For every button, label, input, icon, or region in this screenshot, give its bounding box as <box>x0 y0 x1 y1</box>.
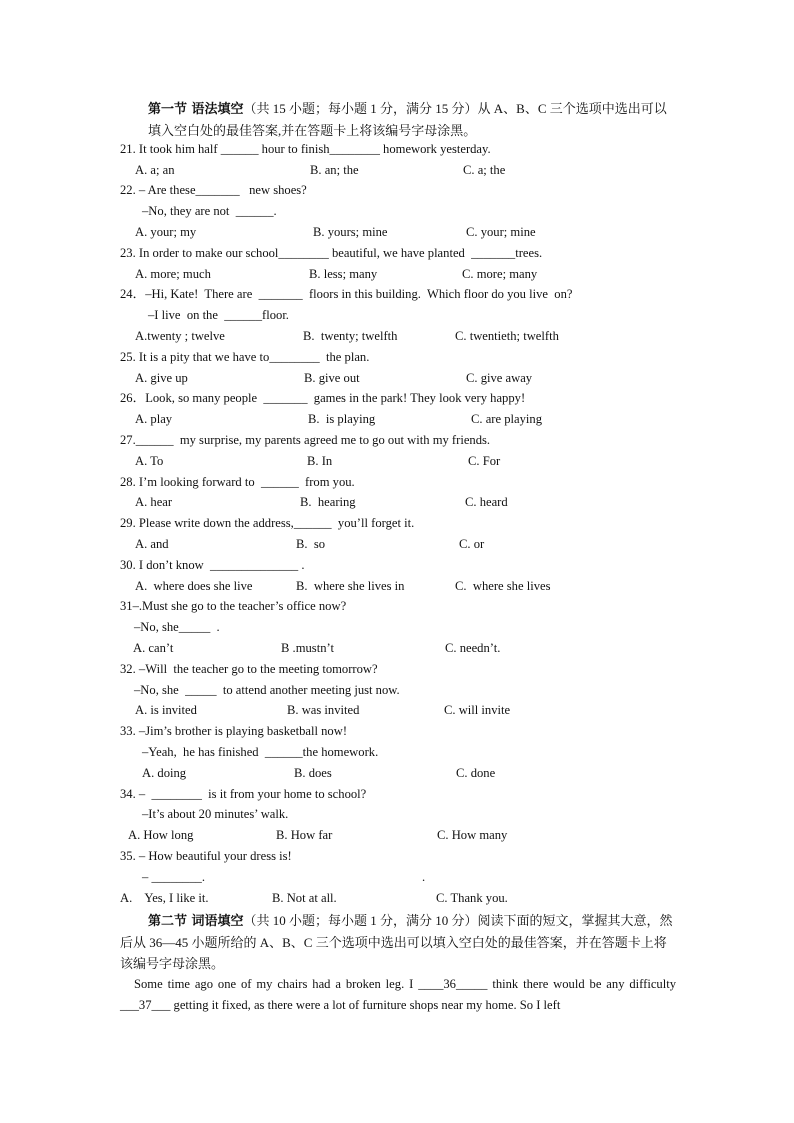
question-28-stem: 28. I’m looking forward to ______ from you. <box>120 475 355 489</box>
passage-paragraph <box>120 974 676 1016</box>
passage-text-1: Some time ago one of my chairs had a broken leg. I <box>134 977 419 991</box>
question-25-stem: 25. It is a pity that we have to________ the plan. <box>120 350 370 364</box>
passage-text-2: think there would be any difficulty <box>487 977 677 991</box>
question-23-option-c[interactable]: C. more; many <box>462 267 538 281</box>
question-35-option-a[interactable]: A. Yes, I like it. <box>120 891 209 905</box>
question-34-option-a[interactable]: A. How long <box>128 828 194 842</box>
question-30-stem: 30. I don’t know ______________ . <box>120 558 305 572</box>
question-30-option-b[interactable]: B. where she lives in <box>296 579 405 593</box>
section2-desc: （共 10 小题；每小题 1 分，满分 10 分）阅读下面的短文，掌握其大意，然后从 36—45 小题所给的 A、B、C 三个选项中选出可以填入空白处的最佳答案，并在答题卡上将该编号字母涂黑。 <box>120 913 673 971</box>
question-21-option-c[interactable]: C. a; the <box>463 163 506 177</box>
question-29-option-b[interactable]: B. so <box>296 537 326 551</box>
question-35-option-b[interactable]: B. Not at all. <box>272 891 337 905</box>
question-35-stem2: – ________. <box>142 870 205 884</box>
question-21-option-a[interactable]: A. a; an <box>135 163 175 177</box>
question-22-stem: 22. – Are these_______ new shoes? <box>120 183 307 197</box>
question-33-option-b[interactable]: B. does <box>294 766 332 780</box>
question-27-option-c[interactable]: C. For <box>468 454 501 468</box>
question-27-stem: 27.______ my surprise, my parents agreed me to go out with my friends. <box>120 433 491 447</box>
question-22-stem2: –No, they are not ______. <box>142 204 277 218</box>
question-24-option-c[interactable]: C. twentieth; twelfth <box>455 329 559 343</box>
question-33-option-a[interactable]: A. doing <box>142 766 187 780</box>
section1-desc: （共 15 小题；每小题 1 分，满分 15 分）从 A、B、C 三个选项中选出可以填入空白处的最佳答案,并在答题卡上将该编号字母涂黑。 <box>148 101 667 138</box>
question-33-stem2: –Yeah, he has finished ______the homework. <box>142 745 379 759</box>
section1-header <box>148 98 676 141</box>
question-27-option-a[interactable]: A. To <box>135 454 164 468</box>
question-23-option-a[interactable]: A. more; much <box>135 267 211 281</box>
question-34-stem2: –It’s about 20 minutes’ walk. <box>142 807 289 821</box>
section2-title: 第二节 词语填空 <box>148 914 244 929</box>
question-28-option-a[interactable]: A. hear <box>135 495 173 509</box>
question-31-option-a[interactable]: A. can’t <box>133 641 174 655</box>
question-34-stem: 34. – ________ is it from your home to school? <box>120 787 367 801</box>
question-33-option-c[interactable]: C. done <box>456 766 496 780</box>
question-35-stem: 35. – How beautiful your dress is! <box>120 849 292 863</box>
question-21-option-b[interactable]: B. an; the <box>310 163 359 177</box>
section2-header <box>120 910 676 974</box>
question-21-stem: 21. It took him half ______ hour to finish________ homework yesterday. <box>120 142 491 156</box>
question-24-stem2: –I live on the ______floor. <box>148 308 289 322</box>
question-25-option-b[interactable]: B. give out <box>304 371 360 385</box>
passage-text-3: getting it fixed, as there were a lot of furniture shops near my home. So I left <box>170 998 561 1012</box>
question-24-option-a[interactable]: A.twenty ; twelve <box>135 329 225 343</box>
question-27-option-b[interactable]: B. In <box>307 454 333 468</box>
question-24-option-b[interactable]: B. twenty; twelfth <box>303 329 398 343</box>
question-35-dot: . <box>422 870 426 884</box>
question-26-option-a[interactable]: A. play <box>135 412 173 426</box>
question-32-stem: 32. –Will the teacher go to the meeting tomorrow? <box>120 662 378 676</box>
question-28-option-b[interactable]: B. hearing <box>300 495 356 509</box>
question-22-option-b[interactable]: B. yours; mine <box>313 225 388 239</box>
question-30-option-a[interactable]: A. where does she live <box>135 579 253 593</box>
question-26-option-b[interactable]: B. is playing <box>308 412 376 426</box>
question-32-option-a[interactable]: A. is invited <box>135 703 197 717</box>
section1-title: 第一节 语法填空 <box>148 102 244 117</box>
question-30-option-c[interactable]: C. where she lives <box>455 579 551 593</box>
question-31-option-c[interactable]: C. needn’t. <box>445 641 501 655</box>
question-32-option-b[interactable]: B. was invited <box>287 703 360 717</box>
question-28-option-c[interactable]: C. heard <box>465 495 508 509</box>
question-26-option-c[interactable]: C. are playing <box>471 412 542 426</box>
question-33-stem: 33. –Jim’s brother is playing basketball now! <box>120 724 348 738</box>
question-34-option-b[interactable]: B. How far <box>276 828 333 842</box>
question-22-option-a[interactable]: A. your; my <box>135 225 197 239</box>
question-29-stem: 29. Please write down the address,______ you’ll forget it. <box>120 516 415 530</box>
question-22-option-c[interactable]: C. your; mine <box>466 225 536 239</box>
question-25-option-c[interactable]: C. give away <box>466 371 533 385</box>
question-32-stem2: –No, she _____ to attend another meeting just now. <box>134 683 400 697</box>
blank-36[interactable]: ____36_____ <box>418 977 488 991</box>
question-34-option-c[interactable]: C. How many <box>437 828 508 842</box>
question-25-option-a[interactable]: A. give up <box>135 371 188 385</box>
question-32-option-c[interactable]: C. will invite <box>444 703 511 717</box>
question-23-stem: 23. In order to make our school________ beautiful, we have planted _______trees. <box>120 246 543 260</box>
question-24-stem: 24．–Hi, Kate! There are _______ floors in this building. Which floor do you live on? <box>120 287 573 301</box>
question-31-option-b[interactable]: B .mustn’t <box>281 641 334 655</box>
question-29-option-a[interactable]: A. and <box>135 537 169 551</box>
question-31-stem2: –No, she_____ . <box>134 620 220 634</box>
question-23-option-b[interactable]: B. less; many <box>309 267 378 281</box>
question-35-option-c[interactable]: C. Thank you. <box>436 891 508 905</box>
question-31-stem: 31–.Must she go to the teacher’s office now? <box>120 599 347 613</box>
question-29-option-c[interactable]: C. or <box>459 537 485 551</box>
blank-37[interactable]: ___37___ <box>120 998 171 1012</box>
question-26-stem: 26．Look, so many people _______ games in the park! They look very happy! <box>120 391 526 405</box>
